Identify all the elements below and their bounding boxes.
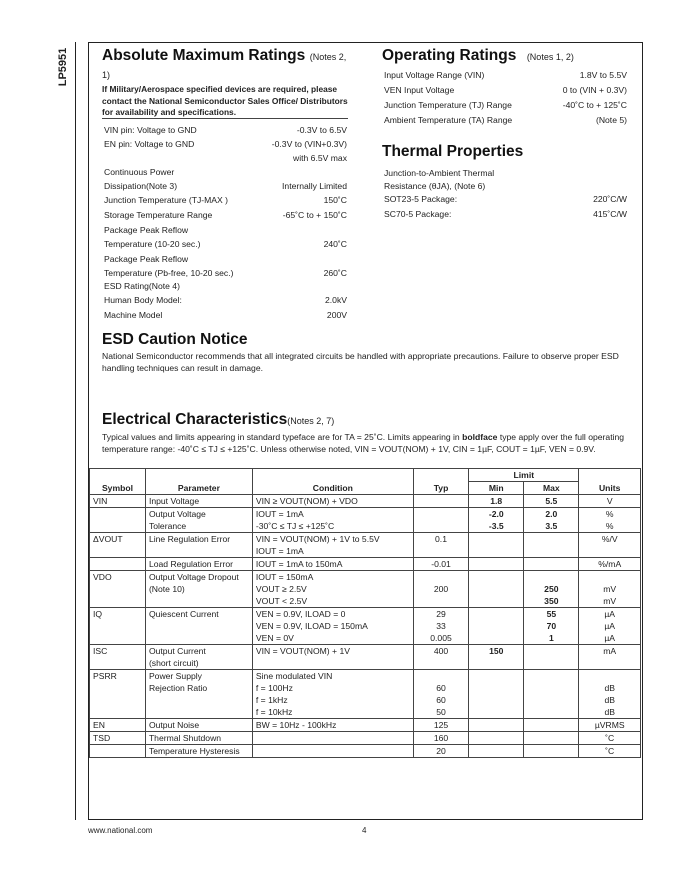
abs-max-value: 240˚C xyxy=(323,239,347,249)
cell-min xyxy=(469,571,524,608)
cell-max xyxy=(524,745,579,758)
table-row xyxy=(90,670,641,719)
col-symbol: Symbol xyxy=(90,469,146,495)
abs-max-label: Human Body Model: xyxy=(104,295,182,305)
thermal-label: SOT23-5 Package: xyxy=(384,194,458,204)
elec-heading: Electrical Characteristics(Notes 2, 7) xyxy=(102,411,335,428)
cell-typ xyxy=(413,495,468,508)
cell-min: 1.8 xyxy=(469,495,524,508)
cell-condition: BW = 10Hz - 100kHz xyxy=(252,719,413,732)
cell-typ: -0.01 xyxy=(413,558,468,571)
abs-max-value: -0.3V to (VIN+0.3V) xyxy=(271,139,347,149)
cell-max: 250 350 xyxy=(524,571,579,608)
cell-max xyxy=(524,645,579,670)
abs-max-value2: with 6.5V max xyxy=(293,153,347,163)
thermal-value: 415˚C/W xyxy=(593,209,627,219)
cell-parameter: Temperature Hysteresis xyxy=(145,745,252,758)
cell-symbol: EN xyxy=(90,719,146,732)
abs-max-label: Continuous Power xyxy=(104,167,175,177)
cell-typ: 160 xyxy=(413,732,468,745)
op-rating-value: 1.8V to 5.5V xyxy=(579,70,627,80)
table-row xyxy=(90,745,641,758)
cell-typ: 20 xyxy=(413,745,468,758)
cell-parameter: Load Regulation Error xyxy=(145,558,252,571)
cell-condition: Sine modulated VIN f = 100Hz f = 1kHz f = 10kHz xyxy=(252,670,413,719)
thermal-value: 220˚C/W xyxy=(593,194,627,204)
cell-units: µVRMS xyxy=(579,719,641,732)
elec-intro: Typical values and limits appearing in standard typeface are for TA = 25˚C. Limits appearing in boldface type apply over the full operating temperature range: -40˚C ≤ TJ ≤ +125˚C. Unless otherwise noted, VIN = VOUT(NOM) + 1V, CIN = 1µF, COUT = 1µF, VEN = 0.9V. xyxy=(102,432,625,454)
abs-max-value: 2.0kV xyxy=(325,295,347,305)
footer-site: www.national.com xyxy=(88,826,153,835)
cell-min xyxy=(469,608,524,645)
table-row xyxy=(90,571,641,608)
abs-max-value: -65˚C to + 150˚C xyxy=(282,210,347,220)
col-typ: Typ xyxy=(413,469,468,495)
cell-min xyxy=(469,745,524,758)
thermal-line1: Junction-to-Ambient Thermal xyxy=(384,168,495,178)
cell-units: dB dB dB xyxy=(579,670,641,719)
cell-symbol: TSD xyxy=(90,732,146,745)
cell-symbol: VDO xyxy=(90,571,146,608)
op-rating-value: (Note 5) xyxy=(595,115,627,125)
op-rating-value: -40˚C to + 125˚C xyxy=(562,100,627,110)
cell-max: 5.5 xyxy=(524,495,579,508)
cell-symbol: IQ xyxy=(90,608,146,645)
abs-max-label: Storage Temperature Range xyxy=(104,210,213,220)
cell-condition: VIN = VOUT(NOM) + 1V to 5.5V IOUT = 1mA xyxy=(252,533,413,558)
abs-max-label: Package Peak Reflow xyxy=(104,254,189,264)
military-warning: If Military/Aerospace specified devices are required, please contact the National Semiconductor Sales Office/ Distributors for availability and specifications. xyxy=(102,84,348,117)
cell-condition xyxy=(252,732,413,745)
esd-text: National Semiconductor recommends that all integrated circuits be handled with appropriate precautions. Failure to observe proper ESD handling techniques can result in damage. xyxy=(102,351,619,373)
cell-parameter: Input Voltage xyxy=(145,495,252,508)
abs-max-value: Internally Limited xyxy=(282,181,347,191)
col-condition: Condition xyxy=(252,469,413,495)
cell-typ: 29 33 0.005 xyxy=(413,608,468,645)
op-ratings-heading: Operating Ratings (Notes 1, 2) xyxy=(382,47,574,64)
abs-max-label2: Dissipation(Note 3) xyxy=(104,181,178,191)
table-row xyxy=(90,608,641,645)
cell-condition: IOUT = 150mA VOUT ≥ 2.5V VOUT < 2.5V xyxy=(252,571,413,608)
abs-max-label: Package Peak Reflow xyxy=(104,225,189,235)
abs-max-label2: Temperature (10-20 sec.) xyxy=(104,239,201,249)
col-units: Units xyxy=(579,469,641,495)
cell-min xyxy=(469,558,524,571)
table-row xyxy=(90,495,641,508)
table-row xyxy=(90,508,641,533)
abs-max-label: Machine Model xyxy=(104,310,163,320)
cell-min xyxy=(469,719,524,732)
cell-condition: IOUT = 1mA -30˚C ≤ TJ ≤ +125˚C xyxy=(252,508,413,533)
cell-units: %/mA xyxy=(579,558,641,571)
cell-parameter: Output Voltage Tolerance xyxy=(145,508,252,533)
cell-min xyxy=(469,533,524,558)
cell-typ: 200 xyxy=(413,571,468,608)
abs-max-value: 150˚C xyxy=(323,195,347,205)
abs-max-value: 200V xyxy=(326,310,347,320)
col-min: Min xyxy=(469,482,524,495)
table-row xyxy=(90,558,641,571)
cell-units: mA xyxy=(579,645,641,670)
cell-parameter: Output Current (short circuit) xyxy=(145,645,252,670)
col-limit: Limit xyxy=(469,469,579,482)
footer-page: 4 xyxy=(362,826,367,835)
cell-max xyxy=(524,533,579,558)
cell-units: mV mV xyxy=(579,571,641,608)
abs-max-label: VIN pin: Voltage to GND xyxy=(104,125,197,135)
op-rating-label: VEN Input Voltage xyxy=(384,85,455,95)
cell-max: 2.0 3.5 xyxy=(524,508,579,533)
cell-condition: VIN ≥ VOUT(NOM) + VDO xyxy=(252,495,413,508)
abs-max-heading: Absolute Maximum Ratings (Notes 2, xyxy=(102,47,347,64)
cell-typ: 400 xyxy=(413,645,468,670)
col-parameter: Parameter xyxy=(145,469,252,495)
abs-max-value: 260˚C xyxy=(323,268,347,278)
cell-units: %/V xyxy=(579,533,641,558)
esd-heading: ESD Caution Notice xyxy=(102,331,248,348)
cell-min xyxy=(469,732,524,745)
thermal-label: SC70-5 Package: xyxy=(384,209,452,219)
cell-symbol: VIN xyxy=(90,495,146,508)
cell-parameter: Quiescent Current xyxy=(145,608,252,645)
cell-symbol xyxy=(90,745,146,758)
table-row xyxy=(90,533,641,558)
cell-min: 150 xyxy=(469,645,524,670)
cell-condition: VEN = 0.9V, ILOAD = 0 VEN = 0.9V, ILOAD = 150mA VEN = 0V xyxy=(252,608,413,645)
op-rating-value: 0 to (VIN + 0.3V) xyxy=(562,85,627,95)
cell-symbol xyxy=(90,508,146,533)
cell-condition xyxy=(252,745,413,758)
cell-typ: 0.1 xyxy=(413,533,468,558)
cell-units: ˚C xyxy=(579,745,641,758)
cell-condition: IOUT = 1mA to 150mA xyxy=(252,558,413,571)
cell-parameter: Thermal Shutdown xyxy=(145,732,252,745)
abs-max-label: Junction Temperature (TJ-MAX ) xyxy=(104,195,229,205)
divider xyxy=(102,118,348,119)
op-rating-label: Input Voltage Range (VIN) xyxy=(384,70,485,80)
table-row xyxy=(90,719,641,732)
cell-units: ˚C xyxy=(579,732,641,745)
cell-typ xyxy=(413,508,468,533)
margin-rule xyxy=(75,42,76,820)
cell-min: -2.0 -3.5 xyxy=(469,508,524,533)
cell-parameter: Output Voltage Dropout (Note 10) xyxy=(145,571,252,608)
op-rating-label: Ambient Temperature (TA) Range xyxy=(384,115,513,125)
cell-max xyxy=(524,558,579,571)
cell-max xyxy=(524,670,579,719)
abs-max-value: -0.3V to 6.5V xyxy=(296,125,347,135)
cell-parameter: Line Regulation Error xyxy=(145,533,252,558)
electrical-table xyxy=(89,468,641,758)
col-max: Max xyxy=(524,482,579,495)
cell-max: 55 70 1 xyxy=(524,608,579,645)
cell-parameter: Output Noise xyxy=(145,719,252,732)
cell-symbol xyxy=(90,558,146,571)
cell-typ: 125 xyxy=(413,719,468,732)
table-row xyxy=(90,645,641,670)
thermal-line2: Resistance (θJA), (Note 6) xyxy=(384,181,486,191)
cell-units: % % xyxy=(579,508,641,533)
cell-symbol: ISC xyxy=(90,645,146,670)
cell-min xyxy=(469,670,524,719)
side-tag: LP5951 xyxy=(57,47,69,87)
thermal-heading: Thermal Properties xyxy=(382,143,524,160)
cell-condition: VIN = VOUT(NOM) + 1V xyxy=(252,645,413,670)
cell-max xyxy=(524,732,579,745)
table-row xyxy=(90,732,641,745)
cell-typ: 60 60 50 xyxy=(413,670,468,719)
cell-units: V xyxy=(579,495,641,508)
op-rating-label: Junction Temperature (TJ) Range xyxy=(384,100,512,110)
abs-max-label: EN pin: Voltage to GND xyxy=(104,139,195,149)
abs-max-label2: Temperature (Pb-free, 10-20 sec.) xyxy=(104,268,234,278)
cell-parameter: Power Supply Rejection Ratio xyxy=(145,670,252,719)
cell-max xyxy=(524,719,579,732)
abs-max-label: ESD Rating(Note 4) xyxy=(104,281,180,291)
cell-symbol: ΔVOUT xyxy=(90,533,146,558)
abs-max-notes-cont: 1) xyxy=(102,70,111,80)
cell-symbol: PSRR xyxy=(90,670,146,719)
cell-units: µA µA µA xyxy=(579,608,641,645)
